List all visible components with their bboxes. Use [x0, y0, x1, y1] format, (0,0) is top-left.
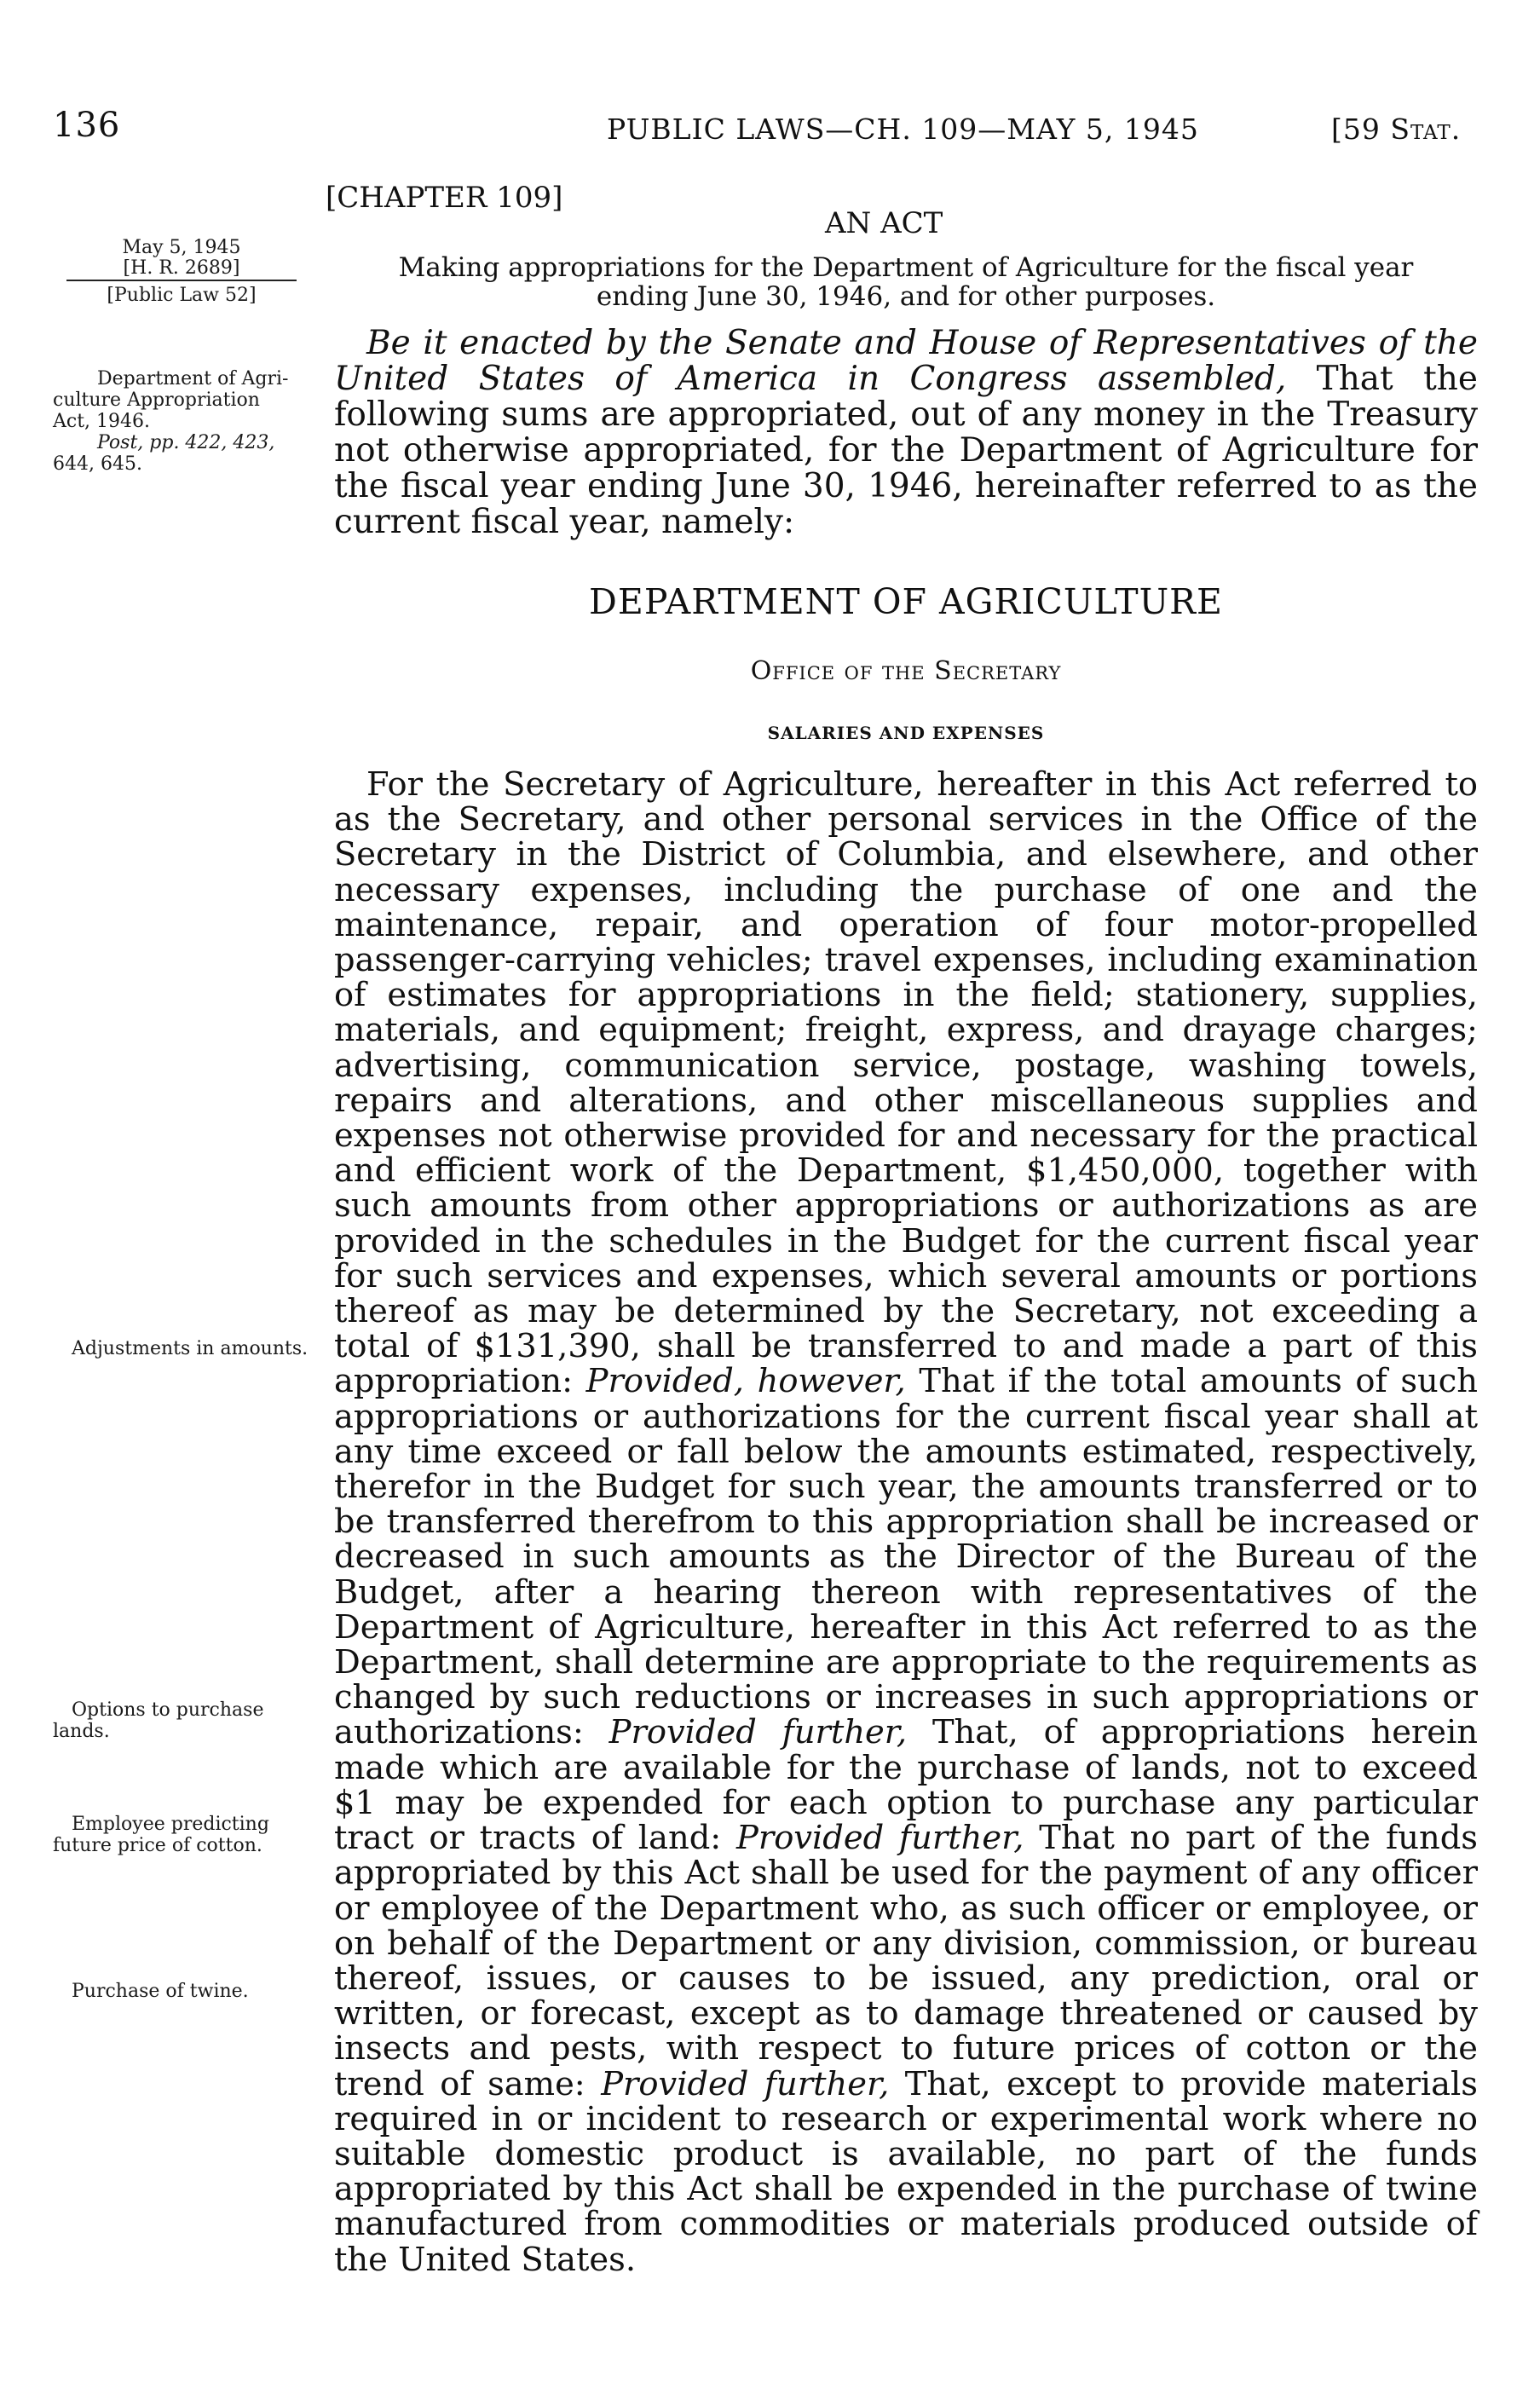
running-title: PUBLIC LAWS—CH. 109—MAY 5, 1945	[607, 112, 1199, 146]
enacting-clause-italic: Be it enacted by the Senate and House of Representatives of the United States of America in Congress assembled,	[334, 324, 1478, 398]
proviso-4-text: That, except to provide materials required in or incident to research or experimental work where no suitable domestic product is available, no part of the funds appropriated by this Act shall be expended in the purchase of twine manufactured from commodities or materials produced outside of the United States.	[334, 2064, 1478, 2279]
chapter-label: [CHAPTER 109]	[326, 181, 563, 215]
margin-adjustments: Adjustments in amounts.	[72, 1338, 309, 1359]
section-heading: SALARIES AND EXPENSES	[767, 723, 1045, 743]
proviso-4-label: Provided further,	[601, 2064, 890, 2103]
proviso-3-label: Provided further,	[736, 1819, 1024, 1858]
body-paragraph	[334, 767, 1478, 2277]
proviso-2-text: That, of appropriations herein made which are available for the purchase of lands, not to exceed $1 may be expended for each option to purchase any particular tract or tracts of land:	[334, 1713, 1478, 1858]
act-title-line-2: ending June 30, 1946, and for other purposes.	[596, 281, 1216, 312]
department-heading: DEPARTMENT OF AGRICULTURE	[589, 581, 1223, 622]
margin-rule	[66, 280, 297, 281]
page-number: 136	[53, 106, 121, 145]
enacting-clause	[334, 326, 1478, 540]
proviso-2-label: Provided further,	[609, 1713, 908, 1752]
margin-date: May 5, 1945	[122, 237, 241, 258]
margin-act-name	[53, 368, 309, 475]
margin-options: Options to purchase lands.	[53, 1699, 264, 1742]
body-main-text: For the Secretary of Agriculture, hereafter in this Act referred to as the Secretary, and other personal services in the Office of the Secretary in the District of Columbia, and elsewhere, and other necessary expenses, including the purchase of one and the maintenance, repair, and operation of four motor-propelled passenger-carrying vehicles; travel expenses, including examination of estimates for appropriations in the field; stationery, supplies, materials, and equipment; freight, express, and drayage charges; advertising, communication service, postage, washing towels, repairs and alterations, and other miscellaneous supplies and expenses not otherwise provided for and necessary for the practical and efficient work of the Department, $1,450,000, together with such amounts from other appropriations or authorizations as are provided in the schedules in the Budget for the current fiscal year for such services and expenses, which several amounts or portions thereof as may be determined by the Secretary, not exceeding a total of $131,390, shall be transferred to and made a part of this appropriation:	[334, 765, 1478, 1401]
act-kind: AN ACT	[825, 206, 943, 240]
proviso-3-text: That no part of the funds appropriated by this Act shall be used for the payment of any officer or employee of the Department who, as such officer or employee, or on behalf of the Department or any division, commission, or bureau thereof, issues, or causes to be issued, any prediction, oral or written, or forecast, except as to damage threatened or caused by insects and pests, with respect to future prices of cotton or the trend of same:	[334, 1819, 1478, 2103]
enacting-clause-text: That the following sums are appropriated, out of any money in the Treasury not otherwise appropriated, for the Department of Agriculture for the fiscal year ending June 30, 1946, hereinafter referred to as the current fiscal year, namely:	[334, 360, 1478, 541]
proviso-1-text: That if the total amounts of such appropriations or authorizations for the current fiscal year shall at any time exceed or fall below the amounts estimated, respectively, therefor in the Budget for such year, the amounts transferred or to be transferred therefrom to this appropriation shall be increased or decreased in such amounts as the Director of the Bureau of the Budget, after a hearing thereon with representatives of the Department of Agriculture, hereafter in this Act referred to as the Department, shall determine are appropriate to the requirements as changed by such reductions or increases in such appropriations or authorizations:	[334, 1362, 1478, 1752]
margin-act-name-line-3: Act, 1946.	[53, 411, 151, 432]
margin-employee-cotton: Employee predicting future price of cotton.	[53, 1814, 269, 1856]
margin-act-name-line-1: Department of Agri-	[97, 368, 289, 389]
act-title-line-1: Making appropriations for the Department of Agriculture for the fiscal year	[398, 252, 1414, 283]
volume-reference: [59 Stat.	[1331, 112, 1462, 146]
proviso-1-label: Provided, however,	[585, 1362, 906, 1401]
margin-post-reference: Post, pp. 422, 423,	[97, 432, 275, 453]
margin-twine: Purchase of twine.	[72, 1981, 249, 2002]
margin-act-name-line-2: culture Appropriation	[53, 389, 260, 411]
margin-public-law: [Public Law 52]	[107, 285, 257, 306]
office-heading: Office of the Secretary	[750, 656, 1062, 686]
margin-post-reference-2: 644, 645.	[53, 453, 142, 475]
margin-bill-number: [H. R. 2689]	[123, 257, 240, 279]
